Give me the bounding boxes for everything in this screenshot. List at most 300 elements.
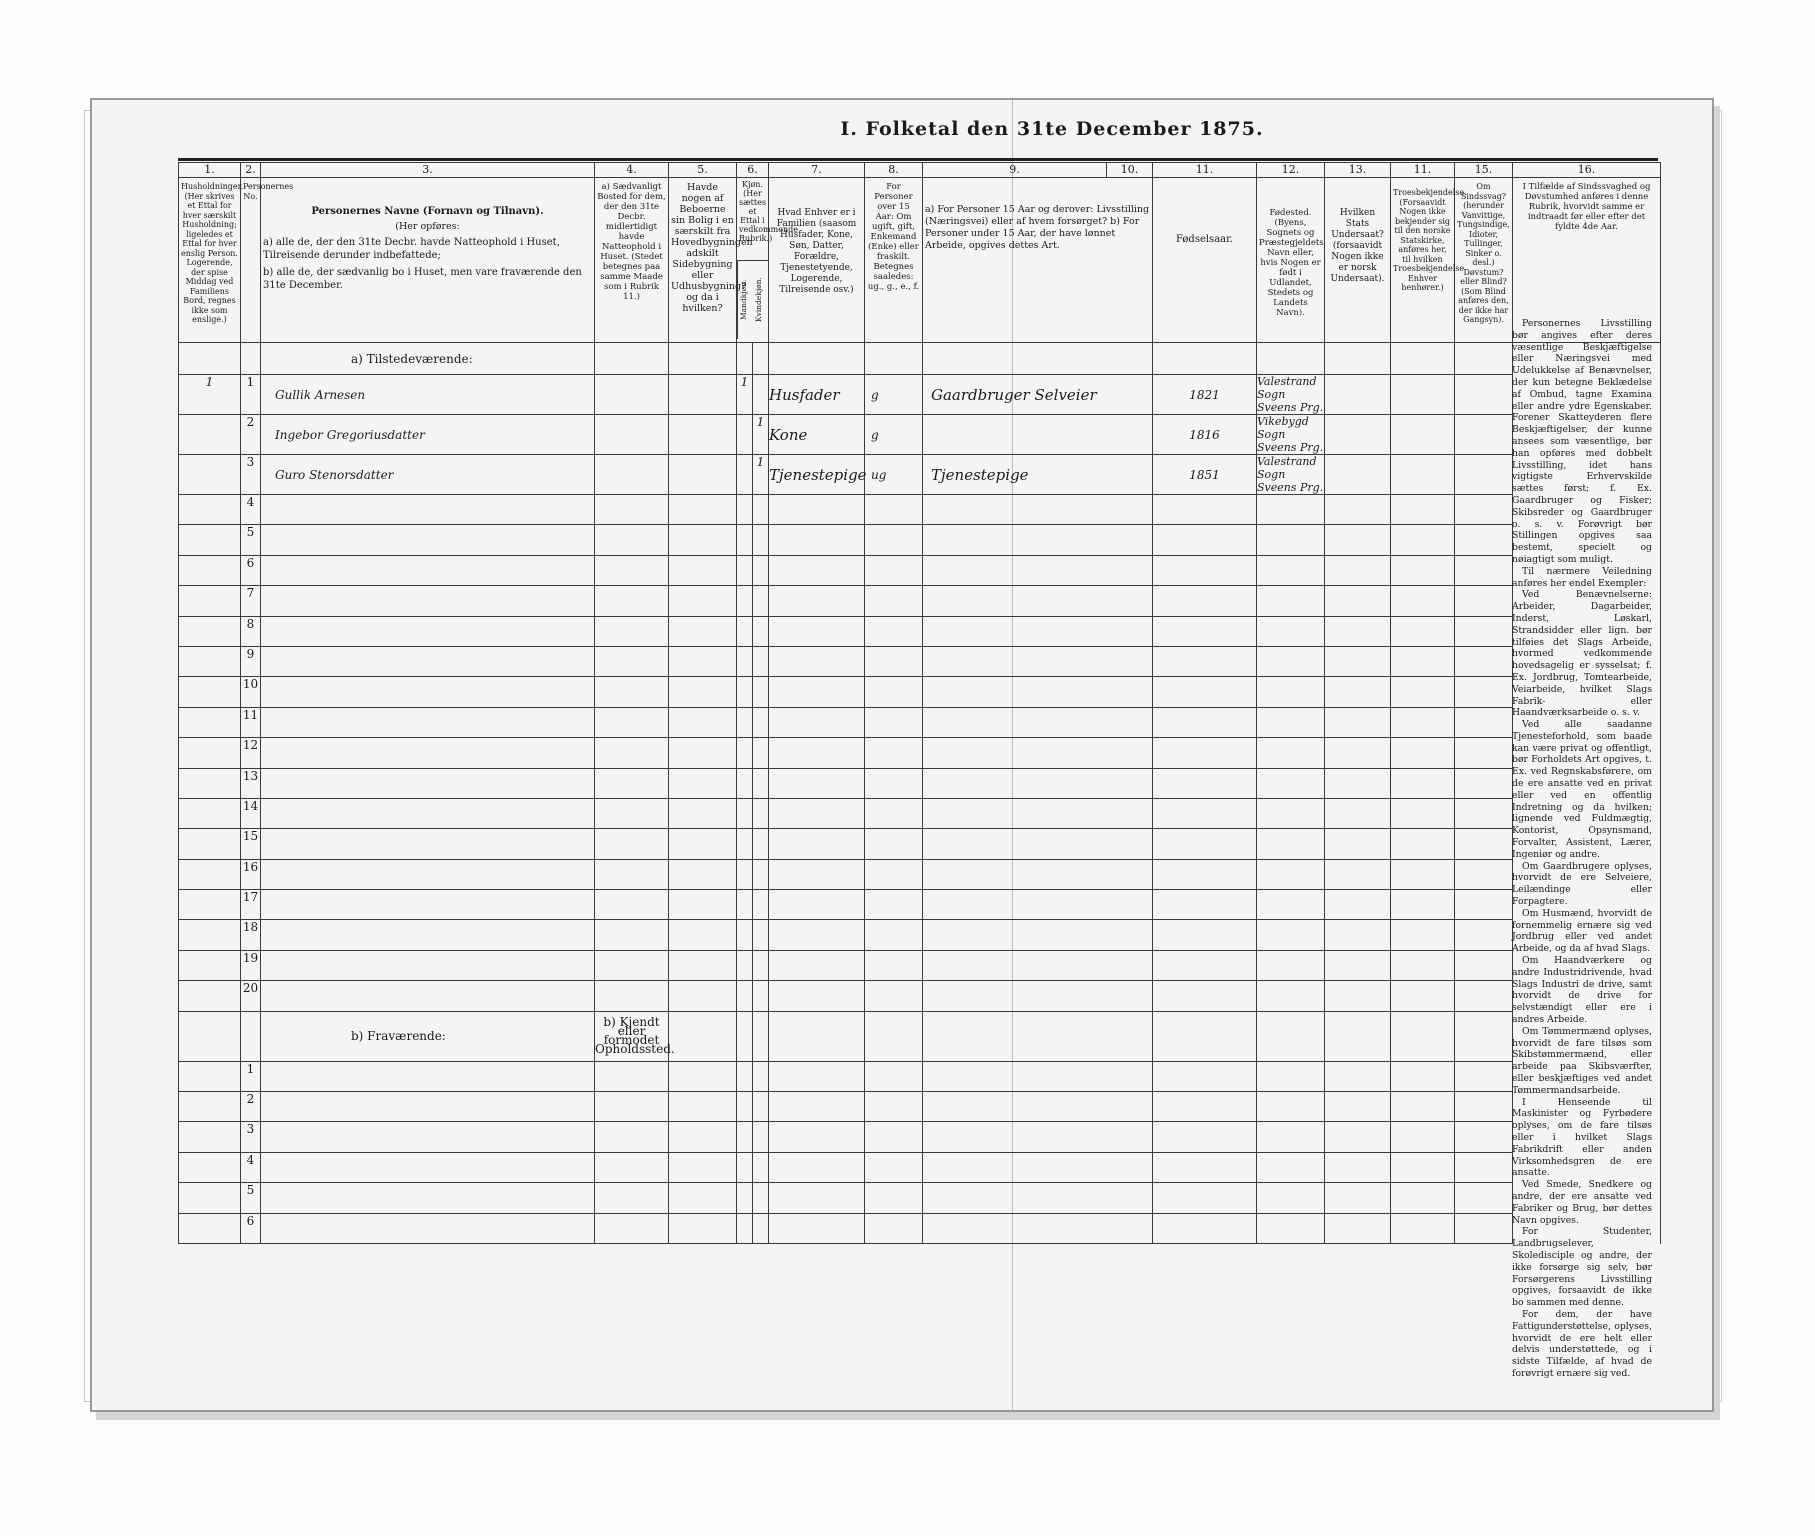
occupation-cell[interactable] bbox=[923, 768, 1153, 798]
birth-year-cell[interactable]: 1851 bbox=[1153, 455, 1257, 495]
side-building-cell[interactable] bbox=[669, 375, 737, 415]
male-cell[interactable] bbox=[737, 586, 753, 616]
residence-cell[interactable] bbox=[595, 616, 669, 646]
occupation-cell[interactable] bbox=[923, 555, 1153, 585]
religion-cell[interactable] bbox=[1391, 677, 1455, 707]
household-cell[interactable] bbox=[179, 707, 241, 737]
side-building-cell[interactable] bbox=[669, 950, 737, 980]
birth-year-cell[interactable] bbox=[1153, 859, 1257, 889]
female-cell[interactable] bbox=[753, 920, 769, 950]
residence-cell[interactable] bbox=[595, 859, 669, 889]
residence-cell[interactable] bbox=[595, 768, 669, 798]
residence-cell[interactable] bbox=[595, 829, 669, 859]
family-role-cell[interactable] bbox=[769, 616, 865, 646]
birth-year-cell[interactable] bbox=[1153, 616, 1257, 646]
birth-year-cell[interactable]: 1816 bbox=[1153, 415, 1257, 455]
male-cell[interactable] bbox=[737, 455, 753, 495]
birthplace-cell[interactable] bbox=[1257, 829, 1325, 859]
side-building-cell[interactable] bbox=[669, 768, 737, 798]
occupation-cell[interactable] bbox=[923, 1061, 1153, 1091]
civil-status-cell[interactable] bbox=[865, 707, 923, 737]
occupation-cell[interactable] bbox=[923, 890, 1153, 920]
female-cell[interactable] bbox=[753, 677, 769, 707]
occupation-cell[interactable]: Tjenestepige bbox=[923, 455, 1153, 495]
birth-year-cell[interactable] bbox=[1153, 677, 1257, 707]
disability-cell[interactable] bbox=[1455, 586, 1513, 616]
male-cell[interactable] bbox=[737, 829, 753, 859]
name-cell[interactable] bbox=[261, 1092, 595, 1122]
disability-cell[interactable] bbox=[1455, 1152, 1513, 1182]
birthplace-cell[interactable] bbox=[1257, 768, 1325, 798]
male-cell[interactable] bbox=[737, 1183, 753, 1213]
birth-year-cell[interactable] bbox=[1153, 829, 1257, 859]
side-building-cell[interactable] bbox=[669, 555, 737, 585]
occupation-cell[interactable] bbox=[923, 525, 1153, 555]
citizenship-cell[interactable] bbox=[1325, 768, 1391, 798]
civil-status-cell[interactable] bbox=[865, 890, 923, 920]
birthplace-cell[interactable] bbox=[1257, 1152, 1325, 1182]
civil-status-cell[interactable] bbox=[865, 950, 923, 980]
occupation-cell[interactable] bbox=[923, 495, 1153, 525]
citizenship-cell[interactable] bbox=[1325, 677, 1391, 707]
family-role-cell[interactable] bbox=[769, 1183, 865, 1213]
female-cell[interactable] bbox=[753, 586, 769, 616]
disability-cell[interactable] bbox=[1455, 1183, 1513, 1213]
residence-cell[interactable] bbox=[595, 981, 669, 1011]
family-role-cell[interactable] bbox=[769, 677, 865, 707]
birth-year-cell[interactable] bbox=[1153, 1061, 1257, 1091]
family-role-cell[interactable] bbox=[769, 829, 865, 859]
occupation-cell[interactable] bbox=[923, 707, 1153, 737]
male-cell[interactable] bbox=[737, 415, 753, 455]
birthplace-cell[interactable] bbox=[1257, 646, 1325, 676]
occupation-cell[interactable] bbox=[923, 1213, 1153, 1243]
family-role-cell[interactable] bbox=[769, 768, 865, 798]
household-cell[interactable] bbox=[179, 859, 241, 889]
birthplace-cell[interactable] bbox=[1257, 555, 1325, 585]
family-role-cell[interactable] bbox=[769, 1061, 865, 1091]
disability-cell[interactable] bbox=[1455, 920, 1513, 950]
household-cell[interactable]: 1 bbox=[179, 375, 241, 415]
citizenship-cell[interactable] bbox=[1325, 586, 1391, 616]
name-cell[interactable] bbox=[261, 616, 595, 646]
side-building-cell[interactable] bbox=[669, 707, 737, 737]
citizenship-cell[interactable] bbox=[1325, 829, 1391, 859]
female-cell[interactable] bbox=[753, 1092, 769, 1122]
occupation-cell[interactable] bbox=[923, 981, 1153, 1011]
citizenship-cell[interactable] bbox=[1325, 950, 1391, 980]
civil-status-cell[interactable] bbox=[865, 1152, 923, 1182]
family-role-cell[interactable] bbox=[769, 1152, 865, 1182]
disability-cell[interactable] bbox=[1455, 555, 1513, 585]
name-cell[interactable] bbox=[261, 768, 595, 798]
religion-cell[interactable] bbox=[1391, 1152, 1455, 1182]
residence-cell[interactable] bbox=[595, 1061, 669, 1091]
side-building-cell[interactable] bbox=[669, 415, 737, 455]
family-role-cell[interactable] bbox=[769, 920, 865, 950]
female-cell[interactable] bbox=[753, 829, 769, 859]
family-role-cell[interactable] bbox=[769, 495, 865, 525]
male-cell[interactable] bbox=[737, 677, 753, 707]
birth-year-cell[interactable] bbox=[1153, 1092, 1257, 1122]
disability-cell[interactable] bbox=[1455, 1122, 1513, 1152]
citizenship-cell[interactable] bbox=[1325, 1122, 1391, 1152]
birth-year-cell[interactable] bbox=[1153, 495, 1257, 525]
residence-cell[interactable] bbox=[595, 555, 669, 585]
family-role-cell[interactable] bbox=[769, 981, 865, 1011]
residence-cell[interactable] bbox=[595, 495, 669, 525]
occupation-cell[interactable]: Gaardbruger Selveier bbox=[923, 375, 1153, 415]
religion-cell[interactable] bbox=[1391, 829, 1455, 859]
male-cell[interactable] bbox=[737, 1092, 753, 1122]
household-cell[interactable] bbox=[179, 1213, 241, 1243]
household-cell[interactable] bbox=[179, 920, 241, 950]
side-building-cell[interactable] bbox=[669, 981, 737, 1011]
citizenship-cell[interactable] bbox=[1325, 1183, 1391, 1213]
birthplace-cell[interactable] bbox=[1257, 1061, 1325, 1091]
side-building-cell[interactable] bbox=[669, 920, 737, 950]
residence-cell[interactable] bbox=[595, 455, 669, 495]
family-role-cell[interactable] bbox=[769, 738, 865, 768]
household-cell[interactable] bbox=[179, 616, 241, 646]
name-cell[interactable] bbox=[261, 981, 595, 1011]
citizenship-cell[interactable] bbox=[1325, 981, 1391, 1011]
household-cell[interactable] bbox=[179, 586, 241, 616]
female-cell[interactable] bbox=[753, 1213, 769, 1243]
citizenship-cell[interactable] bbox=[1325, 616, 1391, 646]
birth-year-cell[interactable] bbox=[1153, 981, 1257, 1011]
disability-cell[interactable] bbox=[1455, 677, 1513, 707]
birth-year-cell[interactable] bbox=[1153, 525, 1257, 555]
religion-cell[interactable] bbox=[1391, 1213, 1455, 1243]
family-role-cell[interactable] bbox=[769, 646, 865, 676]
civil-status-cell[interactable] bbox=[865, 1092, 923, 1122]
occupation-cell[interactable] bbox=[923, 646, 1153, 676]
female-cell[interactable] bbox=[753, 738, 769, 768]
residence-cell[interactable] bbox=[595, 950, 669, 980]
side-building-cell[interactable] bbox=[669, 677, 737, 707]
occupation-cell[interactable] bbox=[923, 1152, 1153, 1182]
side-building-cell[interactable] bbox=[669, 1092, 737, 1122]
female-cell[interactable] bbox=[753, 646, 769, 676]
male-cell[interactable] bbox=[737, 859, 753, 889]
religion-cell[interactable] bbox=[1391, 375, 1455, 415]
household-cell[interactable] bbox=[179, 495, 241, 525]
civil-status-cell[interactable] bbox=[865, 1122, 923, 1152]
female-cell[interactable] bbox=[753, 768, 769, 798]
disability-cell[interactable] bbox=[1455, 1213, 1513, 1243]
residence-cell[interactable] bbox=[595, 375, 669, 415]
birth-year-cell[interactable] bbox=[1153, 920, 1257, 950]
birth-year-cell[interactable] bbox=[1153, 1152, 1257, 1182]
family-role-cell[interactable]: Husfader bbox=[769, 375, 865, 415]
male-cell[interactable] bbox=[737, 981, 753, 1011]
residence-cell[interactable] bbox=[595, 738, 669, 768]
residence-cell[interactable] bbox=[595, 586, 669, 616]
female-cell[interactable] bbox=[753, 555, 769, 585]
male-cell[interactable]: 1 bbox=[737, 375, 753, 415]
side-building-cell[interactable] bbox=[669, 455, 737, 495]
religion-cell[interactable] bbox=[1391, 455, 1455, 495]
name-cell[interactable] bbox=[261, 798, 595, 828]
civil-status-cell[interactable] bbox=[865, 1183, 923, 1213]
name-cell[interactable] bbox=[261, 707, 595, 737]
household-cell[interactable] bbox=[179, 829, 241, 859]
religion-cell[interactable] bbox=[1391, 1092, 1455, 1122]
residence-cell[interactable] bbox=[595, 920, 669, 950]
household-cell[interactable] bbox=[179, 1092, 241, 1122]
disability-cell[interactable] bbox=[1455, 768, 1513, 798]
female-cell[interactable] bbox=[753, 1183, 769, 1213]
birthplace-cell[interactable] bbox=[1257, 1122, 1325, 1152]
female-cell[interactable] bbox=[753, 707, 769, 737]
disability-cell[interactable] bbox=[1455, 707, 1513, 737]
household-cell[interactable] bbox=[179, 525, 241, 555]
name-cell[interactable] bbox=[261, 525, 595, 555]
name-cell[interactable] bbox=[261, 1213, 595, 1243]
family-role-cell[interactable] bbox=[769, 1213, 865, 1243]
household-cell[interactable] bbox=[179, 677, 241, 707]
household-cell[interactable] bbox=[179, 555, 241, 585]
occupation-cell[interactable] bbox=[923, 415, 1153, 455]
residence-cell[interactable] bbox=[595, 677, 669, 707]
birth-year-cell[interactable] bbox=[1153, 1213, 1257, 1243]
side-building-cell[interactable] bbox=[669, 1122, 737, 1152]
side-building-cell[interactable] bbox=[669, 1183, 737, 1213]
religion-cell[interactable] bbox=[1391, 415, 1455, 455]
side-building-cell[interactable] bbox=[669, 495, 737, 525]
side-building-cell[interactable] bbox=[669, 1213, 737, 1243]
disability-cell[interactable] bbox=[1455, 525, 1513, 555]
religion-cell[interactable] bbox=[1391, 920, 1455, 950]
birth-year-cell[interactable] bbox=[1153, 555, 1257, 585]
male-cell[interactable] bbox=[737, 525, 753, 555]
citizenship-cell[interactable] bbox=[1325, 555, 1391, 585]
side-building-cell[interactable] bbox=[669, 586, 737, 616]
citizenship-cell[interactable] bbox=[1325, 495, 1391, 525]
disability-cell[interactable] bbox=[1455, 616, 1513, 646]
male-cell[interactable] bbox=[737, 890, 753, 920]
citizenship-cell[interactable] bbox=[1325, 738, 1391, 768]
citizenship-cell[interactable] bbox=[1325, 415, 1391, 455]
family-role-cell[interactable]: Kone bbox=[769, 415, 865, 455]
birthplace-cell[interactable] bbox=[1257, 950, 1325, 980]
residence-cell[interactable] bbox=[595, 646, 669, 676]
civil-status-cell[interactable] bbox=[865, 555, 923, 585]
birthplace-cell[interactable]: Vikebygd Sogn Sveens Prg. bbox=[1257, 415, 1324, 454]
citizenship-cell[interactable] bbox=[1325, 707, 1391, 737]
side-building-cell[interactable] bbox=[669, 829, 737, 859]
birth-year-cell[interactable]: 1821 bbox=[1153, 375, 1257, 415]
civil-status-cell[interactable] bbox=[865, 768, 923, 798]
birth-year-cell[interactable] bbox=[1153, 738, 1257, 768]
name-cell[interactable] bbox=[261, 920, 595, 950]
family-role-cell[interactable] bbox=[769, 555, 865, 585]
citizenship-cell[interactable] bbox=[1325, 646, 1391, 676]
household-cell[interactable] bbox=[179, 981, 241, 1011]
occupation-cell[interactable] bbox=[923, 950, 1153, 980]
female-cell[interactable] bbox=[753, 1122, 769, 1152]
family-role-cell[interactable] bbox=[769, 707, 865, 737]
birthplace-cell[interactable] bbox=[1257, 525, 1325, 555]
residence-cell[interactable] bbox=[595, 1122, 669, 1152]
disability-cell[interactable] bbox=[1455, 738, 1513, 768]
household-cell[interactable] bbox=[179, 950, 241, 980]
citizenship-cell[interactable] bbox=[1325, 1092, 1391, 1122]
religion-cell[interactable] bbox=[1391, 495, 1455, 525]
birthplace-cell[interactable] bbox=[1257, 495, 1325, 525]
birthplace-cell[interactable] bbox=[1257, 616, 1325, 646]
occupation-cell[interactable] bbox=[923, 920, 1153, 950]
household-cell[interactable] bbox=[179, 415, 241, 455]
occupation-cell[interactable] bbox=[923, 1122, 1153, 1152]
side-building-cell[interactable] bbox=[669, 798, 737, 828]
religion-cell[interactable] bbox=[1391, 616, 1455, 646]
disability-cell[interactable] bbox=[1455, 375, 1513, 415]
civil-status-cell[interactable] bbox=[865, 981, 923, 1011]
name-cell[interactable] bbox=[261, 1183, 595, 1213]
citizenship-cell[interactable] bbox=[1325, 798, 1391, 828]
disability-cell[interactable] bbox=[1455, 859, 1513, 889]
residence-cell[interactable] bbox=[595, 707, 669, 737]
female-cell[interactable] bbox=[753, 495, 769, 525]
religion-cell[interactable] bbox=[1391, 768, 1455, 798]
citizenship-cell[interactable] bbox=[1325, 1061, 1391, 1091]
household-cell[interactable] bbox=[179, 646, 241, 676]
civil-status-cell[interactable] bbox=[865, 1061, 923, 1091]
civil-status-cell[interactable] bbox=[865, 829, 923, 859]
religion-cell[interactable] bbox=[1391, 707, 1455, 737]
household-cell[interactable] bbox=[179, 1122, 241, 1152]
residence-cell[interactable] bbox=[595, 1183, 669, 1213]
religion-cell[interactable] bbox=[1391, 950, 1455, 980]
family-role-cell[interactable] bbox=[769, 1122, 865, 1152]
religion-cell[interactable] bbox=[1391, 586, 1455, 616]
name-cell[interactable] bbox=[261, 1122, 595, 1152]
disability-cell[interactable] bbox=[1455, 1061, 1513, 1091]
citizenship-cell[interactable] bbox=[1325, 1152, 1391, 1182]
male-cell[interactable] bbox=[737, 1213, 753, 1243]
family-role-cell[interactable] bbox=[769, 890, 865, 920]
household-cell[interactable] bbox=[179, 1152, 241, 1182]
birthplace-cell[interactable] bbox=[1257, 981, 1325, 1011]
birth-year-cell[interactable] bbox=[1153, 798, 1257, 828]
side-building-cell[interactable] bbox=[669, 1061, 737, 1091]
birth-year-cell[interactable] bbox=[1153, 768, 1257, 798]
citizenship-cell[interactable] bbox=[1325, 859, 1391, 889]
household-cell[interactable] bbox=[179, 768, 241, 798]
female-cell[interactable] bbox=[753, 375, 769, 415]
birthplace-cell[interactable] bbox=[1257, 677, 1325, 707]
family-role-cell[interactable] bbox=[769, 1092, 865, 1122]
female-cell[interactable] bbox=[753, 981, 769, 1011]
female-cell[interactable]: 1 bbox=[753, 455, 769, 495]
birthplace-cell[interactable]: Valestrand Sogn Sveens Prg. bbox=[1257, 455, 1324, 494]
birthplace-cell[interactable] bbox=[1257, 1183, 1325, 1213]
religion-cell[interactable] bbox=[1391, 890, 1455, 920]
male-cell[interactable] bbox=[737, 1122, 753, 1152]
citizenship-cell[interactable] bbox=[1325, 1213, 1391, 1243]
citizenship-cell[interactable] bbox=[1325, 525, 1391, 555]
occupation-cell[interactable] bbox=[923, 829, 1153, 859]
household-cell[interactable] bbox=[179, 455, 241, 495]
family-role-cell[interactable] bbox=[769, 525, 865, 555]
civil-status-cell[interactable] bbox=[865, 798, 923, 828]
disability-cell[interactable] bbox=[1455, 950, 1513, 980]
family-role-cell[interactable] bbox=[769, 859, 865, 889]
religion-cell[interactable] bbox=[1391, 981, 1455, 1011]
male-cell[interactable] bbox=[737, 798, 753, 828]
family-role-cell[interactable] bbox=[769, 950, 865, 980]
occupation-cell[interactable] bbox=[923, 586, 1153, 616]
household-cell[interactable] bbox=[179, 890, 241, 920]
religion-cell[interactable] bbox=[1391, 738, 1455, 768]
name-cell[interactable] bbox=[261, 555, 595, 585]
side-building-cell[interactable] bbox=[669, 646, 737, 676]
side-building-cell[interactable] bbox=[669, 525, 737, 555]
occupation-cell[interactable] bbox=[923, 1092, 1153, 1122]
citizenship-cell[interactable] bbox=[1325, 890, 1391, 920]
birth-year-cell[interactable] bbox=[1153, 707, 1257, 737]
disability-cell[interactable] bbox=[1455, 981, 1513, 1011]
female-cell[interactable]: 1 bbox=[753, 415, 769, 455]
residence-cell[interactable] bbox=[595, 798, 669, 828]
civil-status-cell[interactable]: g bbox=[865, 415, 923, 455]
civil-status-cell[interactable]: ug bbox=[865, 455, 923, 495]
birth-year-cell[interactable] bbox=[1153, 646, 1257, 676]
citizenship-cell[interactable] bbox=[1325, 920, 1391, 950]
female-cell[interactable] bbox=[753, 525, 769, 555]
household-cell[interactable] bbox=[179, 1061, 241, 1091]
name-cell[interactable] bbox=[261, 677, 595, 707]
side-building-cell[interactable] bbox=[669, 738, 737, 768]
occupation-cell[interactable] bbox=[923, 616, 1153, 646]
male-cell[interactable] bbox=[737, 555, 753, 585]
side-building-cell[interactable] bbox=[669, 1152, 737, 1182]
residence-cell[interactable] bbox=[595, 415, 669, 455]
birthplace-cell[interactable] bbox=[1257, 859, 1325, 889]
religion-cell[interactable] bbox=[1391, 646, 1455, 676]
birth-year-cell[interactable] bbox=[1153, 586, 1257, 616]
birthplace-cell[interactable] bbox=[1257, 707, 1325, 737]
civil-status-cell[interactable] bbox=[865, 586, 923, 616]
civil-status-cell[interactable] bbox=[865, 677, 923, 707]
disability-cell[interactable] bbox=[1455, 1092, 1513, 1122]
name-cell[interactable] bbox=[261, 586, 595, 616]
birthplace-cell[interactable] bbox=[1257, 920, 1325, 950]
occupation-cell[interactable] bbox=[923, 859, 1153, 889]
side-building-cell[interactable] bbox=[669, 859, 737, 889]
residence-cell[interactable] bbox=[595, 1092, 669, 1122]
birth-year-cell[interactable] bbox=[1153, 1122, 1257, 1152]
occupation-cell[interactable] bbox=[923, 677, 1153, 707]
female-cell[interactable] bbox=[753, 890, 769, 920]
civil-status-cell[interactable] bbox=[865, 646, 923, 676]
name-cell[interactable] bbox=[261, 890, 595, 920]
name-cell[interactable]: Ingebor Gregoriusdatter bbox=[261, 415, 595, 455]
name-cell[interactable] bbox=[261, 738, 595, 768]
name-cell[interactable] bbox=[261, 829, 595, 859]
side-building-cell[interactable] bbox=[669, 616, 737, 646]
household-cell[interactable] bbox=[179, 738, 241, 768]
civil-status-cell[interactable] bbox=[865, 525, 923, 555]
birthplace-cell[interactable] bbox=[1257, 890, 1325, 920]
disability-cell[interactable] bbox=[1455, 415, 1513, 455]
birthplace-cell[interactable] bbox=[1257, 1213, 1325, 1243]
religion-cell[interactable] bbox=[1391, 798, 1455, 828]
name-cell[interactable] bbox=[261, 1152, 595, 1182]
name-cell[interactable] bbox=[261, 495, 595, 525]
